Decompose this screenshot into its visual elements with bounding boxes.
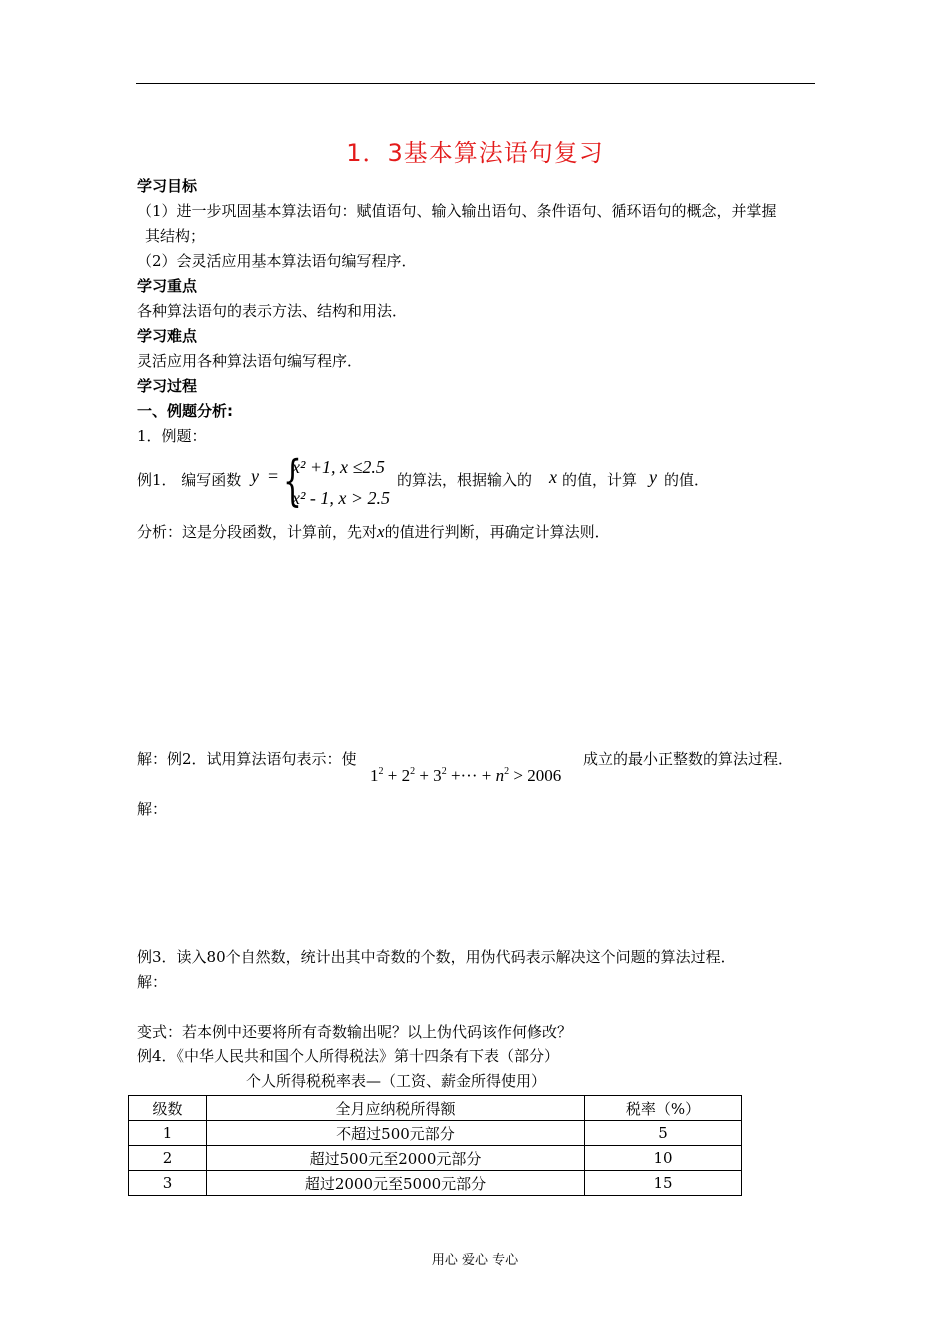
var-y-2: y [649,467,657,487]
table-cell: 1 [129,1121,207,1146]
analysis-suffix: 的值进行判断，再确定计算法则． [384,523,610,541]
page-title: 1．3基本算法语句复习 [346,139,604,167]
difficulty-text: 灵活应用各种算法语句编写程序． [137,352,363,370]
goal-item-2: （2）会灵活应用基本算法语句编写程序． [137,252,417,270]
table-header-cell: 全月应纳税所得额 [207,1096,585,1121]
page-footer: 用心 爱心 专心 [431,1253,519,1268]
analysis-prefix: 分析：这是分段函数，计算前，先对 [137,523,378,541]
example-1-mid1: 的算法，根据输入的 [397,471,533,489]
table-cell: 超过2000元至5000元部分 [207,1171,585,1196]
example-1 [137,449,837,514]
var-y: y [251,466,259,486]
equals-sign: = [268,466,279,486]
table-cell: 超过500元至2000元部分 [207,1146,585,1171]
variant-text: 变式：若本例中还要将所有奇数输出呢？以上伪代码该作何修改？ [137,1023,573,1041]
answer-3: 解： [137,973,168,991]
var-x: x [549,467,557,487]
table-cell: 不超过500元部分 [207,1121,585,1146]
answer-2: 解： [137,800,168,818]
difficulty-heading: 学习难点 [137,327,198,345]
table-header-row [129,1096,742,1121]
table-row [129,1146,742,1171]
table-cell: 3 [129,1171,207,1196]
goal-heading: 学习目标 [137,177,198,195]
goal-item-1-cont: 其结构； [145,227,206,245]
case-1: x² +1, x ≤2.5 [292,457,385,477]
case-2: x² - 1, x > 2.5 [292,488,391,508]
left-brace: { [283,449,302,512]
header-rule [136,83,815,84]
example-4: 例4．《中华人民共和国个人所得税法》第十四条有下表（部分） [137,1047,560,1065]
examples-label: 1．例题： [137,427,207,445]
analysis-var-x: x [377,522,385,541]
example-1-prefix: 例1． 编写函数 [137,471,242,489]
example-3: 例3．读入80个自然数，统计出其中奇数的个数，用伪代码表示解决这个问题的算法过程． [137,948,736,966]
example-2-prefix: 解：例2．试用算法语句表示：使 [137,750,357,768]
example-2-formula: $1^2 + 2^2 + 3^2$ +··· + $n^2 > 2006$ [370,766,562,785]
focus-text: 各种算法语句的表示方法、结构和用法． [137,302,408,320]
focus-heading: 学习重点 [137,277,198,295]
analysis-text [137,522,610,542]
example-1-mid2: 的值，计算 [562,471,638,489]
table-row [129,1171,742,1196]
table-cell: 15 [585,1171,742,1196]
table-header-cell: 级数 [129,1096,207,1121]
table-cell: 2 [129,1146,207,1171]
table-header-cell: 税率（%） [585,1096,742,1121]
tax-rate-table [128,1095,742,1196]
table-cell: 10 [585,1146,742,1171]
example-1-suffix: 的值． [664,471,710,489]
process-heading: 学习过程 [137,377,198,395]
table-row [129,1121,742,1146]
analysis-heading: 一、例题分析: [137,402,233,420]
table-caption: 个人所得税税率表—（工资、薪金所得使用） [246,1072,547,1090]
example-2-suffix: 成立的最小正整数的算法过程． [583,750,794,768]
table-cell: 5 [585,1121,742,1146]
goal-item-1: （1）进一步巩固基本算法语句：赋值语句、输入输出语句、条件语句、循环语句的概念，并掌握 [137,202,777,220]
